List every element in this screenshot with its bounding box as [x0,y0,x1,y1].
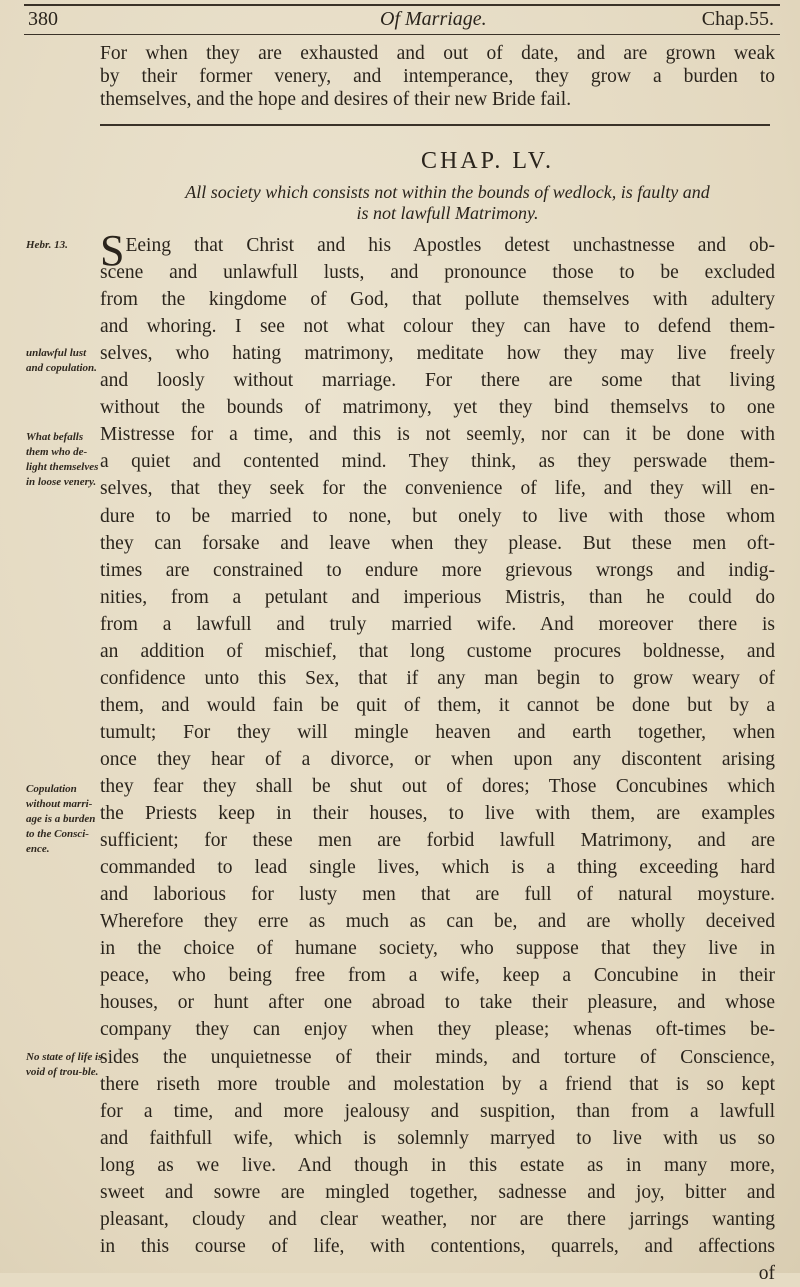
margin-note: No state of life is void of trou-ble. [26,1051,103,1078]
text-line: selves, that they seek for the convenience of life, and they will en- [100,478,775,500]
text-line: from the kingdome of God, that pollute themselves with adultery [100,289,775,311]
text-line: an addition of mischief, that long custome procures boldnesse, and [100,640,775,662]
header-rule-top [24,4,780,6]
text-line: sufficient; for these men are forbid lawfull Matrimony, and are [100,830,775,852]
chapter-heading: CHAP. LV. [420,148,555,174]
text-line: in this course of life, with contentions, quarrels, and affections [100,1235,775,1257]
text-line: the Priests keep in their houses, to live with them, are examples [100,803,775,825]
text-line: in the choice of humane society, who suppose that they live in [100,938,775,960]
text-line: For when they are exhausted and out of date, and are grown weak [100,43,775,64]
text-line: company they can enjoy when they please; whenas oft-times be- [100,1019,775,1041]
margin-note: unlawful lust and copulation. [26,347,97,374]
margin-note: Hebr. 13. [26,239,68,251]
text-line: dure to be married to none, but onely to live with those whom [100,505,775,527]
chapter-reference: Chap.55. [701,8,774,30]
text-line: long as we live. And though in this estate as in many more, [100,1154,775,1176]
text-line: and laborious for lusty men that are full of natural moysture. [100,884,775,906]
text-line-rest: Eeing that Christ and his Apostles detest unchastnesse and ob- [125,235,775,256]
text-line: once they hear of a divorce, or when upon any discontent arising [100,748,775,770]
text-line: and whoring. I see not what colour they can have to defend them- [100,316,775,338]
header-rule-bottom [24,34,780,35]
text-line: pleasant, cloudy and clear weather, nor are there jarrings wanting [100,1208,775,1230]
chapter-summary-line: is not lawfull Matrimony. [356,203,539,223]
section-divider [100,124,770,126]
text-line: sides the unquietnesse of their minds, and torture of Conscience, [100,1046,775,1068]
text-line: and loosly without marriage. For there are some that living [100,370,775,392]
catchword: of [758,1262,775,1284]
text-line: they fear they shall be shut out of dores; Those Concubines which [100,776,775,797]
text-line: for a time, and more jealousy and suspition, than from a lawfull [100,1100,775,1122]
text-line: nities, from a petulant and imperious Mistris, than he could do [100,586,775,608]
text-line: by their former venery, and intemperance, they grow a burden to [100,66,775,87]
text-line: a quiet and contented mind. They think, as they perswade them- [100,451,775,473]
text-line: houses, or hunt after one abroad to take their pleasure, and whose [100,992,775,1014]
margin-note: What befalls them who de-light themselves in loose venery. [26,431,99,488]
page-number: 380 [28,8,58,30]
chapter-summary-line: All society which consists not within the bounds of wedlock, is faulty and [185,182,710,202]
text-line: Wherefore they erre as much as can be, and are wholly deceived [100,911,775,933]
text-line: sweet and sowre are mingled together, sadnesse and joy, bitter and [100,1181,775,1203]
text-line: confidence unto this Sex, that if any man begin to grow weary of [100,667,775,689]
drop-cap: S [100,226,125,275]
text-line: peace, who being free from a wife, keep a Concubine in their [100,965,775,987]
running-title: Of Marriage. [380,8,487,30]
text-line: they can forsake and leave when they please. But these men oft- [100,532,775,554]
text-line: selves, who hating matrimony, meditate how they may live freely [100,343,775,365]
text-line: times are constrained to endure more grievous wrongs and indig- [100,559,775,581]
text-line: tumult; For they will mingle heaven and earth together, when [100,721,775,743]
text-line: commanded to lead single lives, which is a thing exceeding hard [100,857,775,879]
text-line: scene and unlawfull lusts, and pronounce those to be excluded [100,262,775,284]
text-line: there riseth more trouble and molestation by a friend that is so kept [100,1073,775,1095]
text-line: themselves, and the hope and desires of their new Bride fail. [100,89,572,110]
text-line: without the bounds of matrimony, yet they bind themselvs to one [100,397,775,419]
text-line: from a lawfull and truly married wife. And moreover there is [100,613,775,635]
text-line: them, and would fain be quit of them, it cannot be done but by a [100,694,775,716]
text-line: Mistresse for a time, and this is not seemly, nor can it be done with [100,424,775,446]
margin-note: Copulation without marri-age is a burden to the Consci-ence. [26,783,96,855]
text-line: and faithfull wife, which is solemnly marryed to live with us so [100,1127,775,1149]
